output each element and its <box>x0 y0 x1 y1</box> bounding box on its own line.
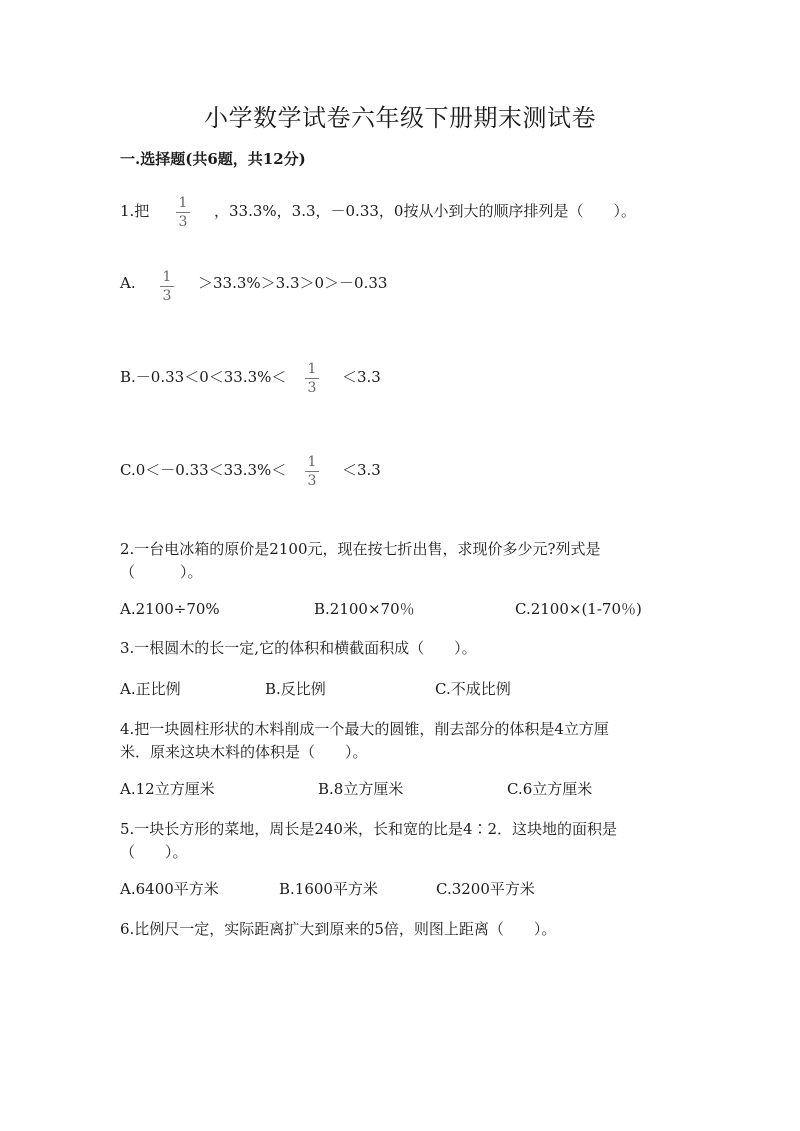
q4-stem-line1: 4.把一块圆柱形状的木料削成一个最大的圆锥，削去部分的体积是4立方厘 <box>120 720 609 738</box>
fraction-numerator: 1 <box>178 195 188 211</box>
q1-fraction <box>176 196 190 229</box>
section-heading: 一.选择题(共6题，共12分) <box>120 150 306 168</box>
q1-option-a-fraction <box>160 270 174 303</box>
q4-option-a: A.12立方厘米 <box>120 780 215 798</box>
q2-stem-line1: 2.一台电冰箱的原价是2100元，现在按七折出售，求现价多少元?列式是 <box>120 540 601 558</box>
q5-option-b: B.1600平方米 <box>279 880 378 898</box>
q4-option-c: C.6立方厘米 <box>507 780 593 798</box>
q2-stem-line2: （ ）。 <box>120 563 203 581</box>
fraction-denominator: 3 <box>307 380 317 396</box>
q5-option-c: C.3200平方米 <box>436 880 535 898</box>
q1-option-a-suffix: ＞33.3%＞3.3＞0＞－0.33 <box>198 274 388 292</box>
q3-option-b: B.反比例 <box>265 680 326 698</box>
fraction-numerator: 1 <box>307 454 317 470</box>
q1-option-c-prefix: C.0＜－0.33＜33.3%＜ <box>120 461 287 479</box>
q5-stem-line1: 5.一块长方形的菜地，周长是240米，长和宽的比是4∶2．这块地的面积是 <box>120 820 618 838</box>
q4-option-b: B.8立方厘米 <box>318 780 404 798</box>
q1-stem-after: ，33.3%，3.3，－0.33，0按从小到大的顺序排列是（ ）。 <box>214 202 636 220</box>
q5-stem-line2: （ ）。 <box>120 843 188 861</box>
fraction-bar <box>160 286 174 287</box>
fraction-numerator: 1 <box>162 269 172 285</box>
q2-option-b: B.2100×70％ <box>314 600 415 618</box>
q3-stem: 3.一根圆木的长一定,它的体积和横截面积成（ ）。 <box>120 639 477 657</box>
q1-option-b-suffix: ＜3.3 <box>342 368 381 386</box>
fraction-denominator: 3 <box>307 473 317 489</box>
q5-option-a: A.6400平方米 <box>120 880 219 898</box>
fraction-bar <box>305 471 319 472</box>
q3-option-c: C.不成比例 <box>435 680 511 698</box>
q1-option-c-suffix: ＜3.3 <box>342 461 381 479</box>
fraction-bar <box>305 378 319 379</box>
q4-stem-line2: 米．原来这块木料的体积是（ ）。 <box>120 743 368 761</box>
q2-option-a: A.2100÷70% <box>120 600 220 618</box>
page-title: 小学数学试卷六年级下册期末测试卷 <box>204 104 596 132</box>
q1-stem-before: 1.把 <box>120 202 150 220</box>
q1-option-b-prefix: B.－0.33＜0＜33.3%＜ <box>120 368 287 386</box>
fraction-bar <box>176 212 190 213</box>
q1-option-b-fraction <box>305 362 319 395</box>
q2-option-c: C.2100×(1-70％) <box>515 600 642 618</box>
q1-option-a-prefix: A. <box>120 274 136 292</box>
fraction-numerator: 1 <box>307 361 317 377</box>
fraction-denominator: 3 <box>162 288 172 304</box>
q6-stem: 6.比例尺一定，实际距离扩大到原来的5倍，则图上距离（ ）。 <box>120 920 557 938</box>
q3-option-a: A.正比例 <box>120 680 181 698</box>
fraction-denominator: 3 <box>178 214 188 230</box>
q1-option-c-fraction <box>305 455 319 488</box>
